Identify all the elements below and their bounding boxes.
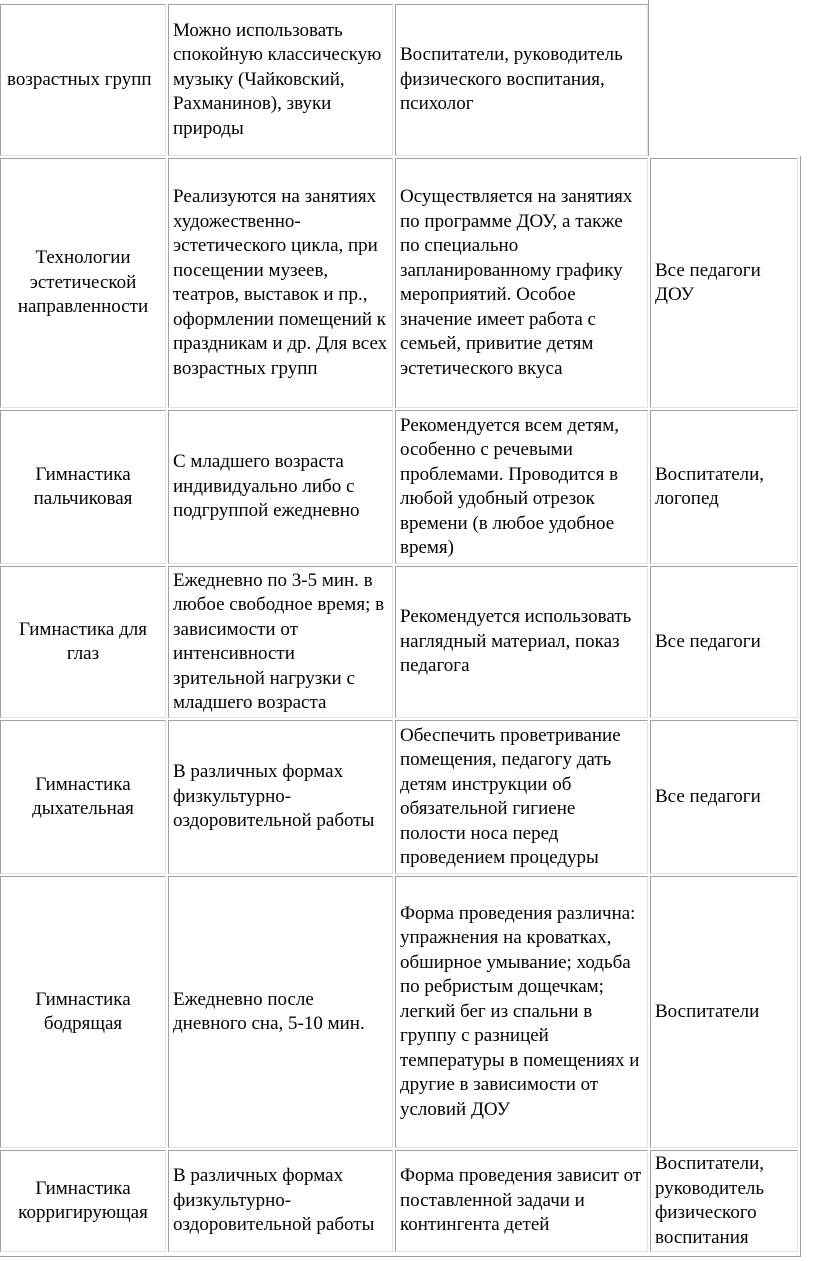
features-cell — [395, 566, 648, 718]
responsible-cell — [650, 158, 798, 408]
features-text: Форма проведения различна: упражнения на кроватках, обширное умывание; ходьба по ребристым дощечкам; легкий бег из спальни в группу с разницей температуры в помещениях и другие в зависимости от условий ДОУ — [400, 902, 640, 1120]
usage-cell — [168, 4, 393, 156]
features-text: Форма проведения зависит от поставленной задачи и контингента детей — [400, 1165, 642, 1236]
usage-text: Ежедневно после дневного сна, 5-10 мин. — [173, 988, 365, 1034]
technology-cell — [0, 410, 166, 564]
usage-text: Можно использовать спокойную классическую музыку (Чайковский, Рахманинов), звуки природы — [173, 19, 382, 139]
responsible-cell — [650, 876, 798, 1148]
responsible-cell — [650, 566, 798, 718]
technology-cell — [0, 566, 166, 718]
features-text: Рекомендуется всем детям, особенно с речевыми проблемами. Проводится в любой удобный отрезок времени (в любое удобное время) — [400, 414, 619, 558]
responsible-cell — [650, 1150, 798, 1252]
usage-cell — [168, 566, 393, 718]
features-cell — [395, 876, 648, 1148]
features-cell — [395, 158, 648, 408]
responsible-text: Все педагоги ДОУ — [655, 259, 761, 305]
technology-cell — [0, 4, 166, 156]
usage-text: В различных формах физкультурно-оздоровительной работы — [173, 761, 375, 832]
usage-text: Реализуются на занятиях художественно-эстетического цикла, при посещении музеев, театров, выставок и пр., оформлении помещений к праздникам и др. Для всех возрастных групп — [173, 186, 388, 379]
responsible-text: Воспитатели — [655, 1000, 760, 1022]
responsible-text: Все педагоги — [655, 785, 761, 807]
technology-text: Гимнастика пальчиковая — [33, 463, 133, 509]
usage-text: Ежедневно по 3-5 мин. в любое свободное время; в зависимости от интенсивности зрительной нагрузки с младшего возраста — [173, 569, 385, 713]
technology-text: Технологии эстетической направленности — [17, 247, 149, 318]
usage-text: С младшего возраста индивидуально либо с подгруппой ежедневно — [173, 451, 360, 522]
usage-text: В различных формах физкультурно-оздоровительной работы — [173, 1165, 375, 1236]
technology-text: Гимнастика бодрящая — [35, 988, 131, 1034]
table-border-bottom — [0, 1256, 801, 1257]
responsible-text: Воспитатели, логопед — [655, 463, 765, 509]
features-cell — [395, 410, 648, 564]
technology-cell — [0, 158, 166, 408]
technology-cell — [0, 720, 166, 874]
table-border-right — [800, 156, 801, 1257]
usage-cell — [168, 876, 393, 1148]
features-text: Воспитатели, руководитель физического воспитания, психолог — [400, 44, 623, 115]
usage-cell — [168, 1150, 393, 1252]
technology-text: возрастных групп — [7, 68, 152, 90]
technology-text: Гимнастика для глаз — [19, 618, 147, 664]
features-text: Обеспечить проветривание помещения, педагогу дать детям инструкции об обязательной гигиене полости носа перед проведением процедуры — [400, 724, 621, 868]
features-cell — [395, 1150, 648, 1252]
technology-cell — [0, 1150, 166, 1252]
features-text: Рекомендуется использовать наглядный материал, показ педагога — [400, 606, 632, 677]
technology-text: Гимнастика дыхательная — [32, 773, 134, 819]
responsible-cell — [650, 720, 798, 874]
features-cell — [395, 4, 648, 156]
features-cell — [395, 720, 648, 874]
usage-cell — [168, 720, 393, 874]
technology-cell — [0, 876, 166, 1148]
responsible-text: Все педагоги — [655, 630, 761, 652]
technology-text: Гимнастика корригирующая — [18, 1177, 148, 1223]
responsible-cell — [650, 410, 798, 564]
features-text: Осуществляется на занятиях по программе ДОУ, а также по специально запланированному графику мероприятий. Особое значение имеет работа с семьей, привитие детям эстетического вкуса — [400, 186, 633, 379]
usage-cell — [168, 410, 393, 564]
responsible-text: Воспитатели, руководитель физического воспитания — [655, 1153, 765, 1248]
table-border-right-top — [648, 0, 649, 156]
usage-cell — [168, 158, 393, 408]
